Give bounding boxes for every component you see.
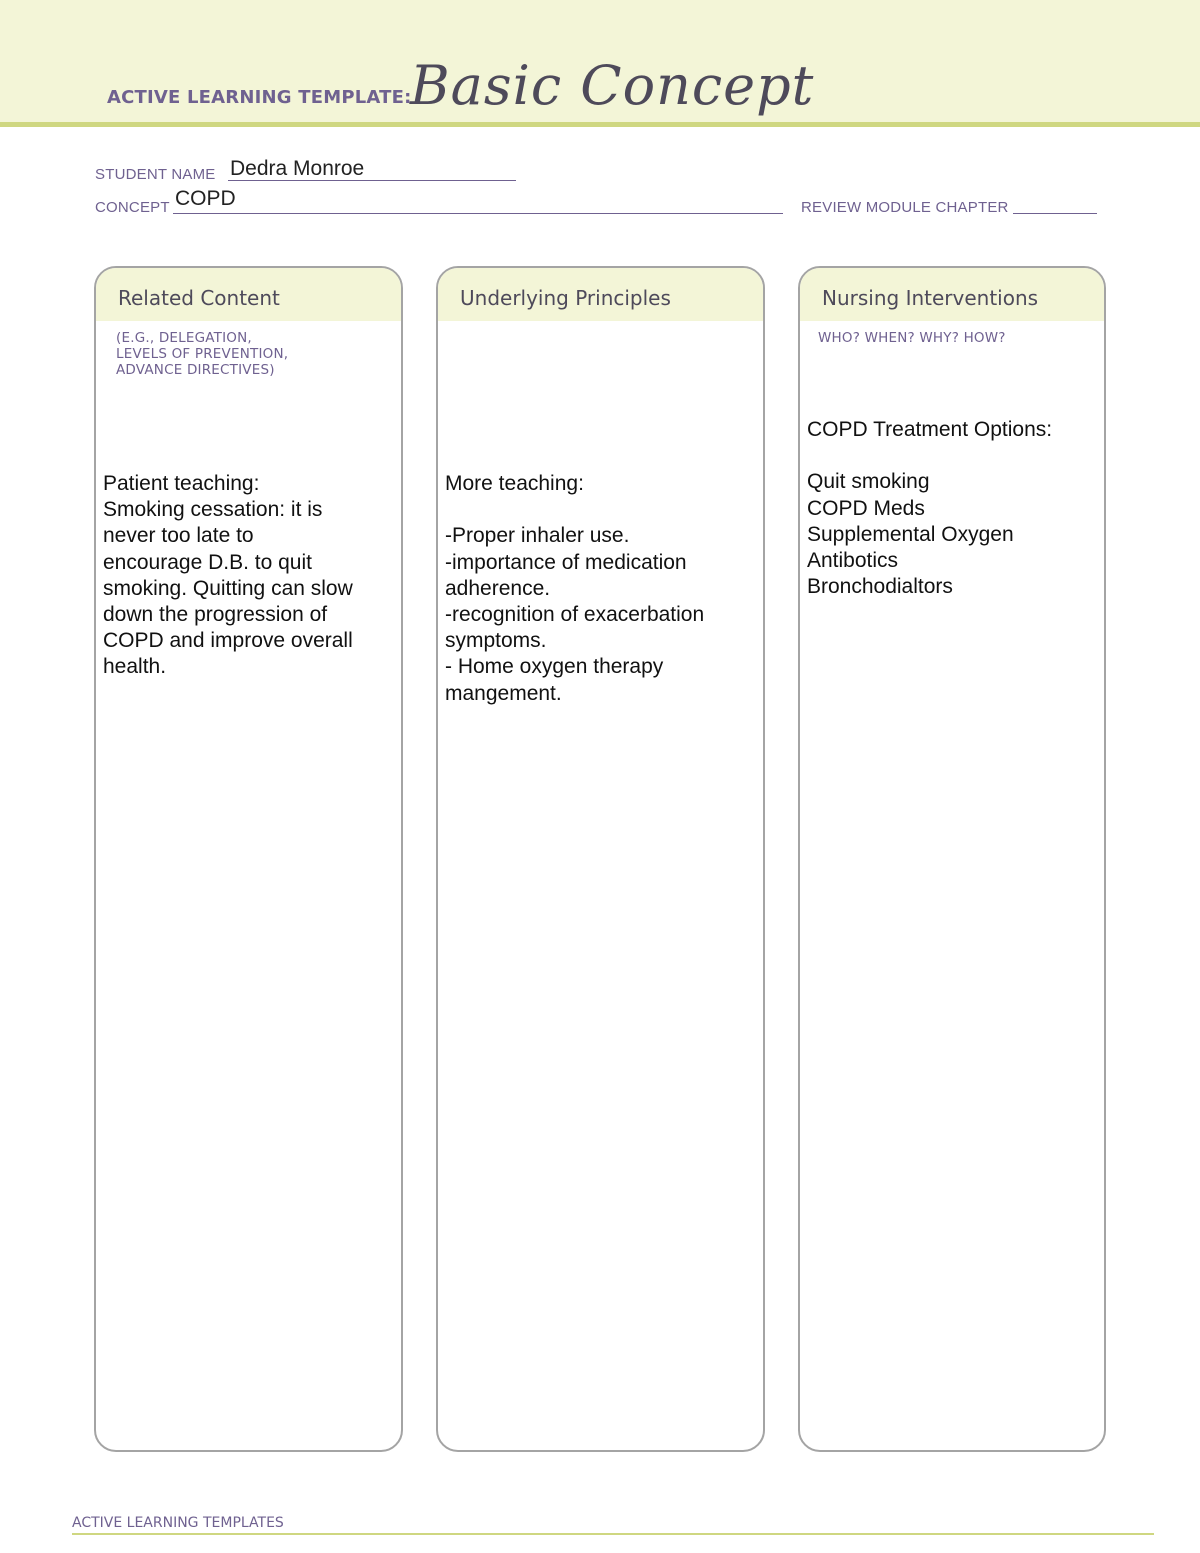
student-name-label: STUDENT NAME (95, 166, 216, 183)
related-content-panel (94, 266, 403, 1452)
nursing-interventions-title: Nursing Interventions (800, 268, 1104, 321)
related-content-title: Related Content (96, 268, 401, 321)
concept-line (173, 213, 783, 214)
footer-divider (72, 1533, 1154, 1535)
nursing-interventions-notes[interactable]: COPD Treatment Options: Quit smoking COPD Meds Supplemental Oxygen Antibotics Bronchodialtors (807, 418, 1053, 599)
review-module-label: REVIEW MODULE CHAPTER (801, 199, 1009, 216)
template-label: ACTIVE LEARNING TEMPLATE: (107, 87, 412, 108)
review-module-line (1013, 213, 1097, 214)
underlying-principles-title: Underlying Principles (438, 268, 763, 321)
concept-field[interactable]: COPD (175, 187, 236, 210)
template-title: Basic Concept (410, 54, 815, 117)
nursing-interventions-subtitle: WHO? WHEN? WHY? HOW? (818, 330, 1006, 346)
student-name-field[interactable]: Dedra Monroe (230, 157, 365, 180)
underlying-principles-notes[interactable]: More teaching: -Proper inhaler use. -importance of medication adherence. -recognition of exacerbation symptoms. - Home oxygen therapy mangement. (445, 472, 705, 705)
header-divider (0, 122, 1200, 127)
underlying-principles-panel (436, 266, 765, 1452)
footer-label: ACTIVE LEARNING TEMPLATES (72, 1515, 284, 1531)
nursing-interventions-panel (798, 266, 1106, 1452)
concept-label: CONCEPT (95, 199, 170, 216)
related-content-subtitle: (E.G., DELEGATION, LEVELS OF PREVENTION, ADVANCE DIRECTIVES) (116, 330, 289, 378)
related-content-notes[interactable]: Patient teaching: Smoking cessation: it is never too late to encourage D.B. to quit smoking. Quitting can slow down the progression of COPD and improve overall health. (103, 472, 353, 679)
